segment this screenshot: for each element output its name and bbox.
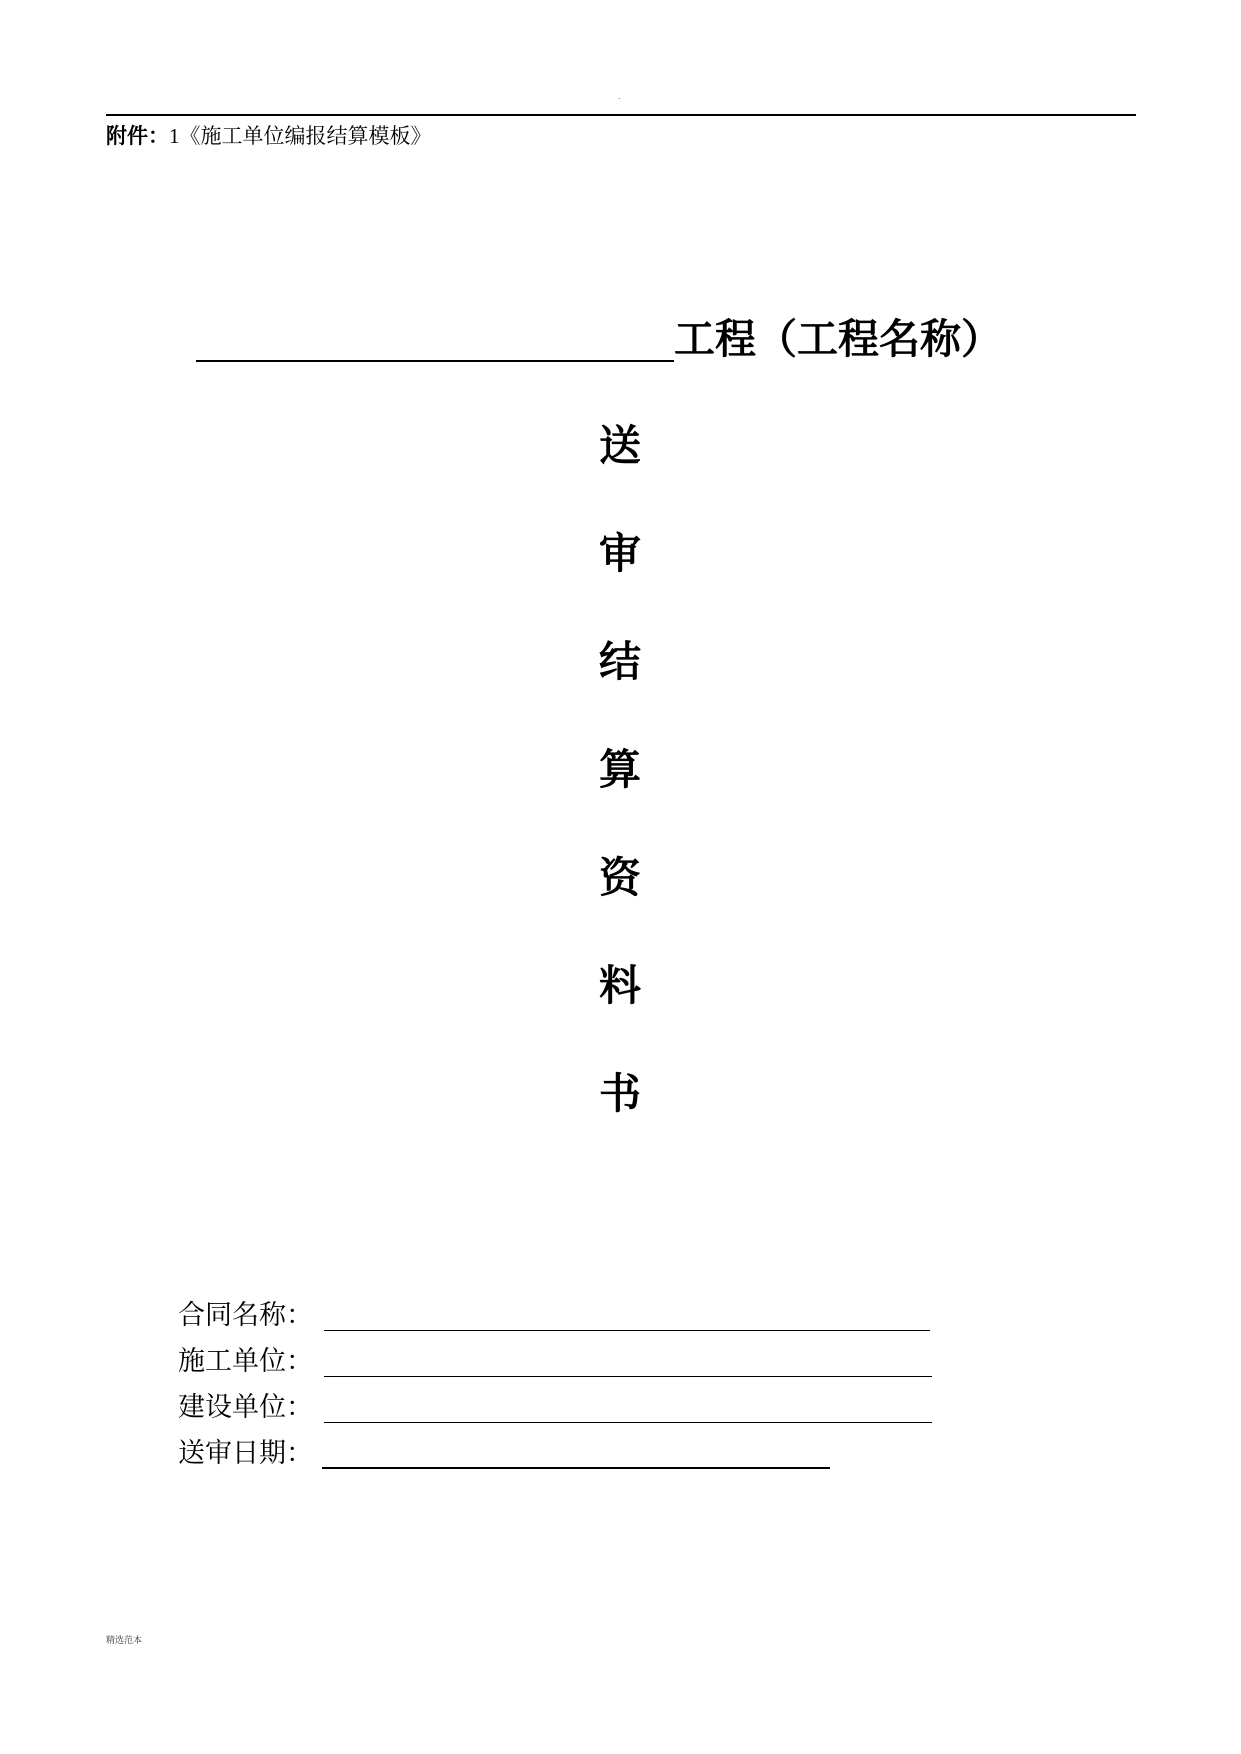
contract-name-blank: [324, 1330, 930, 1331]
vertical-title-char: 书: [598, 1069, 641, 1118]
attachment-number: 1: [169, 124, 180, 148]
contractor-blank: [324, 1376, 932, 1377]
vertical-title-char: 送: [598, 421, 641, 470]
contract-name-label: 合同名称：: [178, 1300, 313, 1331]
submission-date-blank: [322, 1467, 830, 1469]
project-name-blank: [196, 360, 674, 362]
attachment-label: 附件：: [106, 124, 169, 148]
header-dot: .: [618, 92, 621, 101]
owner-label: 建设单位：: [178, 1392, 313, 1423]
vertical-title-char: 料: [598, 961, 641, 1010]
vertical-title-char: 结: [598, 637, 641, 686]
owner-blank: [324, 1422, 932, 1423]
header-rule: [106, 114, 1136, 116]
contractor-label: 施工单位：: [178, 1346, 313, 1377]
footer-text: 精选范本: [106, 1636, 143, 1646]
attachment-line: [106, 120, 432, 150]
vertical-title-char: 审: [598, 529, 641, 578]
submission-date-label: 送审日期：: [178, 1438, 313, 1469]
project-title: 工程（工程名称）: [674, 315, 1002, 363]
attachment-title: 《施工单位编报结算模板》: [179, 124, 432, 148]
vertical-title-char: 算: [598, 745, 641, 794]
vertical-title-char: 资: [598, 853, 641, 902]
